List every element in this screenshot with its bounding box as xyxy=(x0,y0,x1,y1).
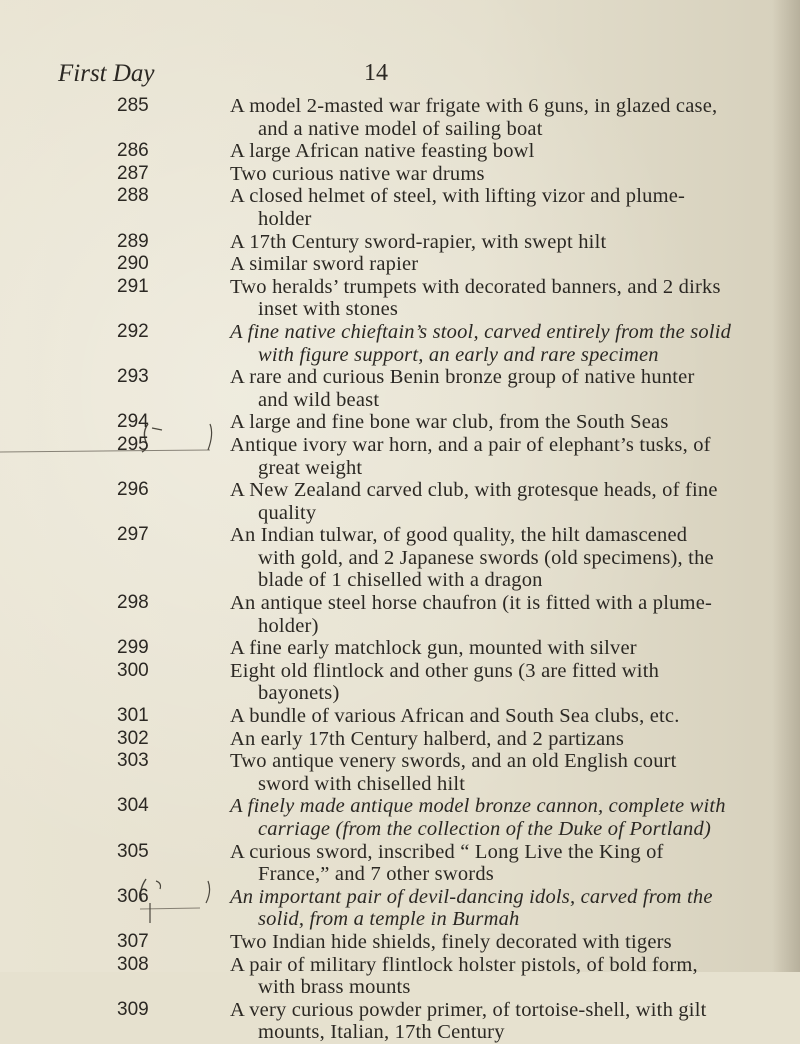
lot-description-line: A fine native chieftain’s stool, carved entirely from the solid xyxy=(230,320,732,343)
lot-entry xyxy=(0,366,800,411)
lot-description xyxy=(230,705,790,728)
lot-description-continuation: mounts, Italian, 17th Century xyxy=(258,1021,505,1044)
lot-description xyxy=(230,795,790,840)
lot-description-continuation: carriage (from the collection of the Duke of Portland) xyxy=(258,818,711,840)
lot-entry xyxy=(0,795,800,840)
lot-description xyxy=(230,140,790,163)
lot-description-line: An important pair of devil-dancing idols, carved from the xyxy=(230,885,713,908)
lot-number: 309 xyxy=(117,998,149,1020)
lot-description-line: Two curious native war drums xyxy=(230,162,485,185)
lot-number: 295 xyxy=(117,433,149,455)
lot-description-continuation: great weight xyxy=(258,456,363,479)
lot-number: 300 xyxy=(117,659,149,681)
lot-entry xyxy=(0,231,800,254)
lot-number: 296 xyxy=(117,479,149,501)
lot-description xyxy=(230,95,790,140)
lot-description xyxy=(230,999,790,1044)
lot-description-line: A similar sword rapier xyxy=(230,253,419,276)
lot-description-line: A New Zealand carved club, with grotesque heads, of fine xyxy=(230,479,718,502)
lot-entry xyxy=(0,185,800,230)
lot-entry xyxy=(0,660,800,705)
lot-description-continuation: holder xyxy=(258,207,312,230)
lot-description xyxy=(230,728,790,751)
lot-number: 285 xyxy=(117,95,149,116)
lot-description-line: Antique ivory war horn, and a pair of elephant’s tusks, of xyxy=(230,433,711,456)
lot-description xyxy=(230,253,790,276)
lot-description xyxy=(230,321,790,366)
page-number: 14 xyxy=(364,60,388,86)
lot-number: 298 xyxy=(117,592,149,614)
lot-number: 306 xyxy=(117,885,149,907)
lot-description-line: A large and fine bone war club, from the South Seas xyxy=(230,411,669,434)
lot-number: 292 xyxy=(117,320,149,342)
lot-entry xyxy=(0,886,800,931)
lot-description-continuation: with gold, and 2 Japanese swords (old specimens), the xyxy=(258,546,714,569)
lot-entry xyxy=(0,954,800,999)
lot-description-continuation: with figure support, an early and rare specimen xyxy=(258,343,659,366)
lot-description-continuation: quality xyxy=(258,501,317,524)
lot-description-line: A curious sword, inscribed “ Long Live the King of xyxy=(230,840,664,863)
lot-description xyxy=(230,163,790,186)
lot-description-line: Two Indian hide shields, finely decorated with tigers xyxy=(230,930,672,953)
lot-description-line: A large African native feasting bowl xyxy=(230,140,535,163)
lot-description-line: Two antique venery swords, and an old English court xyxy=(230,750,677,773)
lot-description xyxy=(230,954,790,999)
lot-number: 304 xyxy=(117,795,149,817)
lot-description-continuation: with brass mounts xyxy=(258,976,411,999)
lot-entry xyxy=(0,524,800,592)
lot-entry xyxy=(0,140,800,163)
lot-description-line: An antique steel horse chaufron (it is fitted with a plume- xyxy=(230,592,713,615)
lot-entry xyxy=(0,750,800,795)
lot-entry xyxy=(0,592,800,637)
lot-entry xyxy=(0,705,800,728)
lot-description-continuation: solid, from a temple in Burmah xyxy=(258,908,520,931)
lot-entry xyxy=(0,434,800,479)
lot-description xyxy=(230,479,790,524)
lot-description xyxy=(230,366,790,411)
lot-entry xyxy=(0,95,800,140)
lot-entry xyxy=(0,931,800,954)
lot-description-line: Two heralds’ trumpets with decorated banners, and 2 dirks xyxy=(230,275,721,298)
lot-description xyxy=(230,637,790,660)
lot-description-continuation: and wild beast xyxy=(258,388,380,411)
lot-number: 289 xyxy=(117,230,149,252)
lot-number: 301 xyxy=(117,705,149,727)
lot-entry xyxy=(0,479,800,524)
lot-description-continuation: bayonets) xyxy=(258,682,340,705)
lot-number: 291 xyxy=(117,275,149,297)
lot-description-line: An Indian tulwar, of good quality, the hilt damascened xyxy=(230,524,688,547)
day-label: First Day xyxy=(58,60,155,87)
lot-description xyxy=(230,886,790,931)
lot-description xyxy=(230,276,790,321)
lot-description-continuation: inset with stones xyxy=(258,298,399,321)
lot-number: 297 xyxy=(117,524,149,546)
lot-number: 307 xyxy=(117,930,149,952)
lot-number: 305 xyxy=(117,840,149,862)
lot-description-continuation: France,” and 7 other swords xyxy=(258,863,494,886)
lot-description-line: A pair of military flintlock holster pistols, of bold form, xyxy=(230,953,698,976)
lot-description xyxy=(230,592,790,637)
lot-entry xyxy=(0,276,800,321)
lot-description-line: A rare and curious Benin bronze group of native hunter xyxy=(230,366,695,389)
lot-description-line: Eight old flintlock and other guns (3 are fitted with xyxy=(230,659,660,682)
lot-description-line: A fine early matchlock gun, mounted with silver xyxy=(230,637,637,660)
lot-description xyxy=(230,660,790,705)
lot-number: 293 xyxy=(117,366,149,388)
lot-description-continuation: blade of 1 chiselled with a dragon xyxy=(258,569,543,592)
lot-list xyxy=(0,95,800,1044)
lot-number: 299 xyxy=(117,637,149,659)
lot-number: 302 xyxy=(117,727,149,749)
lot-description xyxy=(230,931,790,954)
lot-description xyxy=(230,411,790,434)
lot-description-line: A bundle of various African and South Sea clubs, etc. xyxy=(230,705,680,728)
lot-number: 308 xyxy=(117,953,149,975)
lot-description xyxy=(230,524,790,592)
lot-description-continuation: sword with chiselled hilt xyxy=(258,772,466,795)
lot-number: 294 xyxy=(117,411,149,433)
lot-description xyxy=(230,434,790,479)
page-header xyxy=(0,60,800,92)
lot-description xyxy=(230,185,790,230)
lot-number: 287 xyxy=(117,162,149,184)
lot-entry xyxy=(0,637,800,660)
lot-entry xyxy=(0,999,800,1044)
lot-description-line: An early 17th Century halberd, and 2 partizans xyxy=(230,727,625,750)
lot-entry xyxy=(0,253,800,276)
lot-description xyxy=(230,841,790,886)
lot-number: 288 xyxy=(117,185,149,207)
lot-description xyxy=(230,231,790,254)
lot-entry xyxy=(0,321,800,366)
lot-description-continuation: and a native model of sailing boat xyxy=(258,117,543,140)
lot-description xyxy=(230,750,790,795)
lot-description-continuation: holder) xyxy=(258,614,319,637)
lot-number: 290 xyxy=(117,253,149,275)
lot-number: 286 xyxy=(117,140,149,162)
lot-entry xyxy=(0,163,800,186)
lot-entry xyxy=(0,841,800,886)
lot-entry xyxy=(0,728,800,751)
lot-description-line: A model 2-masted war frigate with 6 guns, in glazed case, xyxy=(230,95,718,117)
lot-entry xyxy=(0,411,800,434)
lot-description-line: A finely made antique model bronze cannon, complete with xyxy=(230,795,726,818)
lot-description-line: A very curious powder primer, of tortoise-shell, with gilt xyxy=(230,998,707,1021)
lot-description-line: A closed helmet of steel, with lifting vizor and plume- xyxy=(230,185,686,208)
lot-number: 303 xyxy=(117,750,149,772)
lot-description-line: A 17th Century sword-rapier, with swept hilt xyxy=(230,230,607,253)
